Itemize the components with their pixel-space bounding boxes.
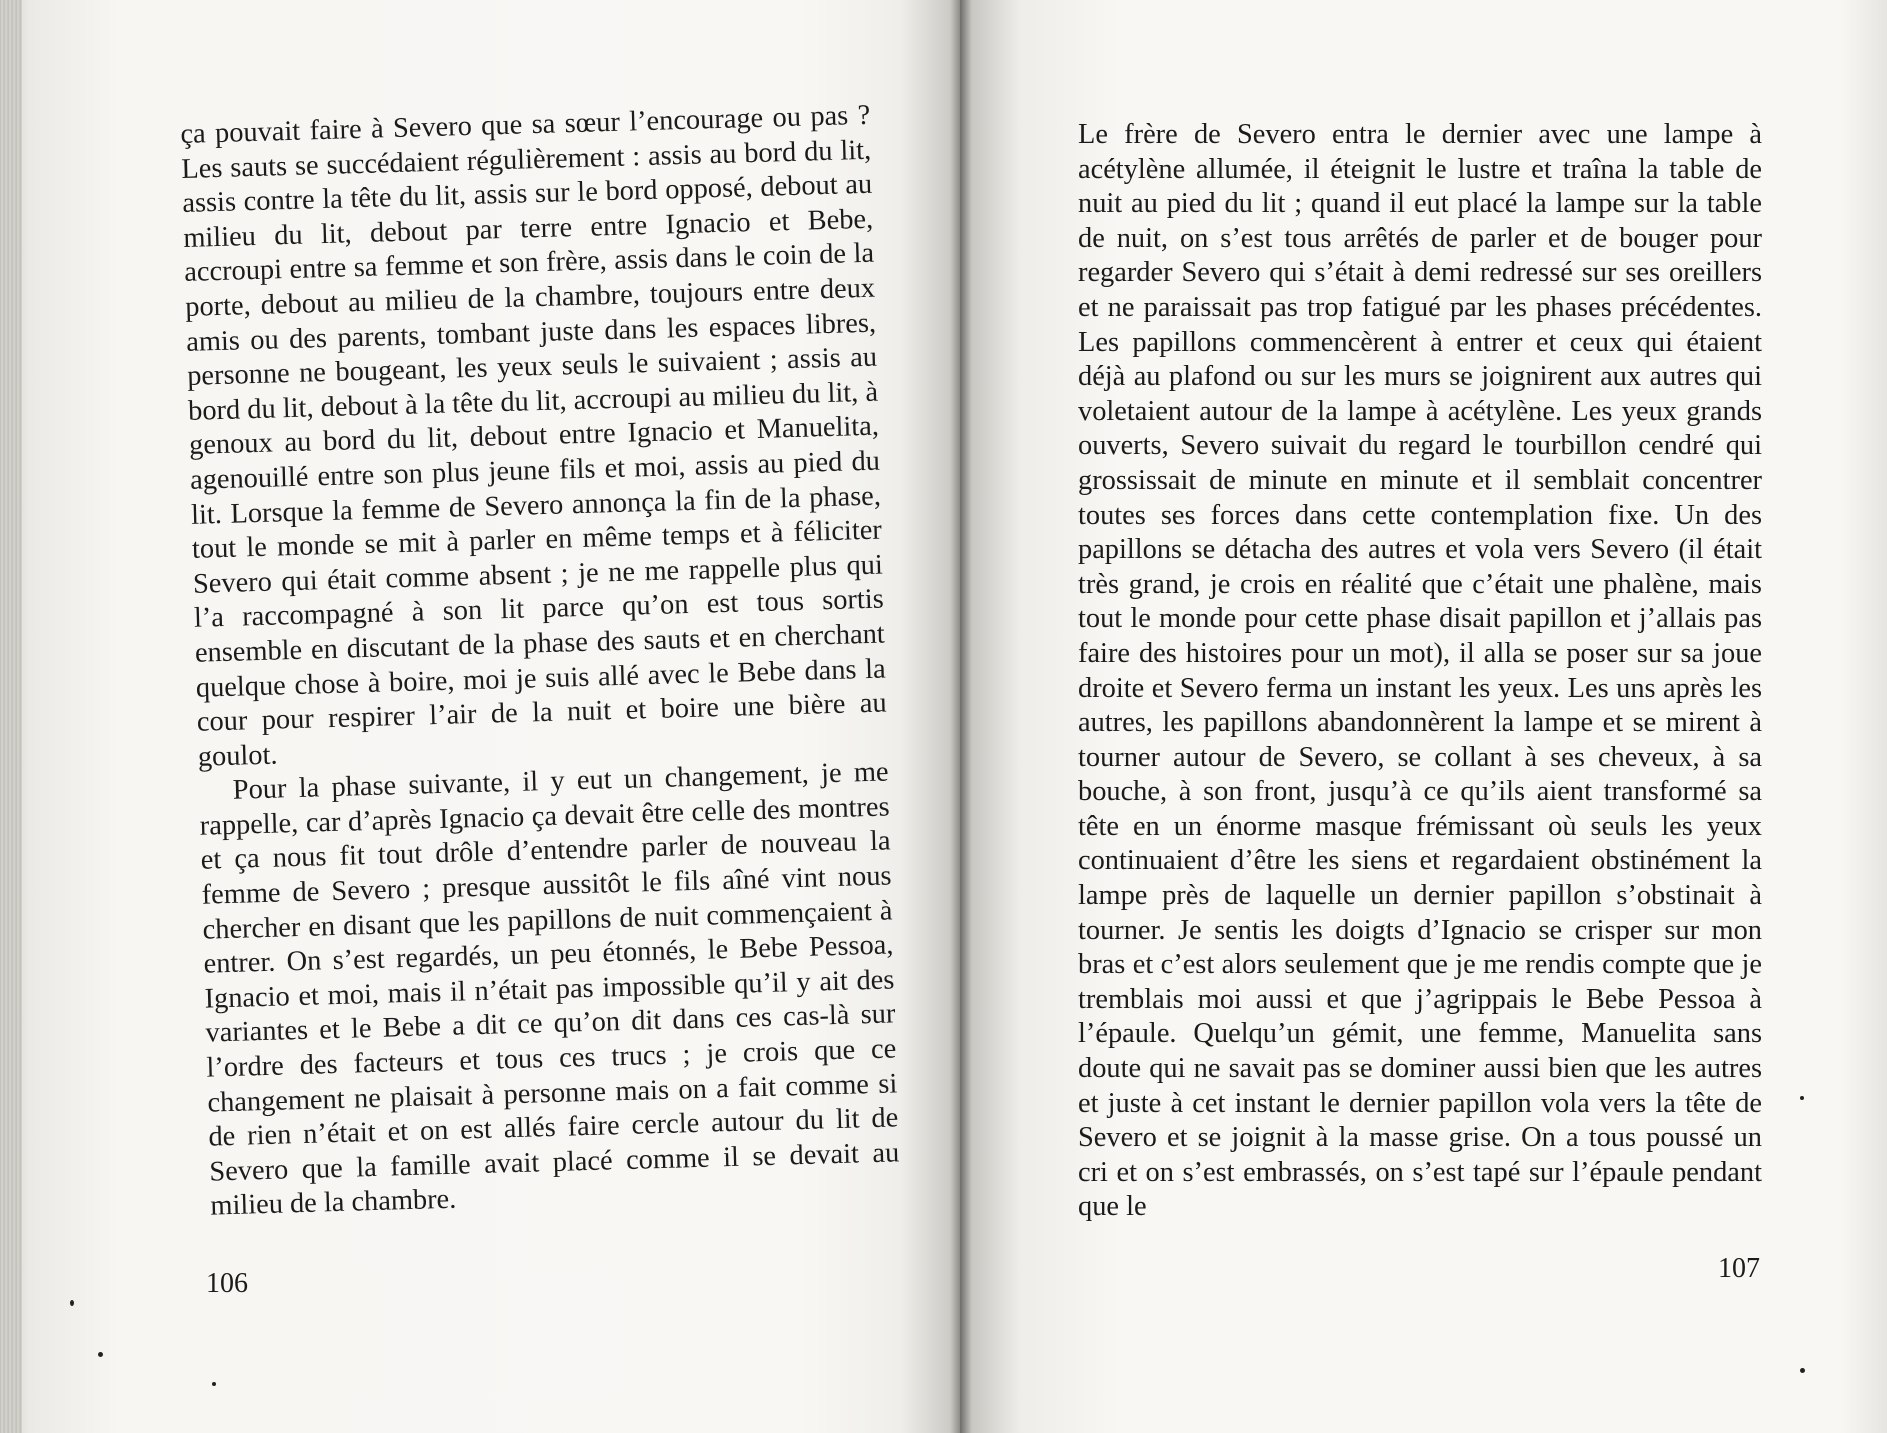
dust-speck — [212, 1382, 216, 1386]
page-edge — [0, 0, 22, 1433]
left-page-text — [180, 99, 901, 1225]
right-page — [960, 0, 1887, 1433]
paragraph: ça pouvait faire à Severo que sa sœur l’encourage ou pas ? Les sauts se succédaient régulièrement : assis au bord du lit, assis contre la tête du lit, assis sur le bord opposé, debout au milieu du lit, debout par terre entre Ignacio et Bebe, accroupi entre sa femme et son frère, assis dans le coin de la porte, debout au milieu de la chambre, toujours entre deux amis ou des parents, tombant juste dans les espaces libres, personne ne bougeant, les yeux seuls le suivaient ; assis au bord du lit, debout à la tête du lit, accroupi au milieu du lit, à genoux au bord du lit, debout entre Ignacio et Manuelita, agenouillé entre son plus jeune fils et moi, assis au pied du lit. Lorsque la femme de Severo annonça la fin de la phase, tout le monde se mit à parler en même temps et à féliciter Severo qui était comme absent ; je ne me rappelle plus qui l’a raccompagné à son lit parce qu’on est tous sortis ensemble en discutant de la phase des sauts et en cherchant quelque chose à boire, moi je suis allé avec le Bebe dans la cour pour respirer l’air de la nuit et boire une bière au goulot. — [180, 99, 888, 773]
paragraph: Le frère de Severo entra le dernier avec une lampe à acétylène allumée, il éteignit le lustre et traîna la table de nuit au pied du lit ; quand il eut placé la lampe sur la table de nuit, on s’est tous arrêtés de parler et de bouger pour regarder Severo qui s’était à demi redressé sur ses oreillers et ne paraissait pas trop fatigué par les phases précédentes. Les papillons commencèrent à entrer et ceux qui étaient déjà au plafond ou sur les murs se joignirent aux autres qui voletaient autour de la lampe à acétylène. Les yeux grands ouverts, Severo suivait du regard le tourbillon cendré qui grossissait de minute en minute et il semblait concentrer toutes ses forces dans cette contemplation fixe. Un des papillons se détacha des autres et vola vers Severo (il était très grand, je crois en réalité que c’était une phalène, mais tout le monde pour cette phase disait papillon et j’allais pas faire des histoires pour un mot), il alla se poser sur sa joue droite et Severo ferma un instant les yeux. Les uns après les autres, les papillons abandonnèrent la lampe et se mirent à tourner autour de Severo, se collant à ses cheveux, à sa bouche, à son front, jusqu’à ce qu’ils aient transformé sa tête en un énorme masque frémissant où seuls les yeux continuaient d’être les siens et regardaient obstinément la lampe près de laquelle un dernier papillon s’obstinait à tourner. Je sentis les doigts d’Ignacio se crisper sur mon bras et c’est alors seulement que je me rendis compte que je tremblais moi aussi et que j’agrippais le Bebe Pessoa à l’épaule. Quelqu’un gémit, une femme, Manuelita sans doute qui ne savait pas se dominer aussi bien que les autres et juste à cet instant le dernier papillon vola vers la tête de Severo et se joignit à la masse grise. On a tous poussé un cri et on s’est embrassés, on s’est tapé sur l’épaule pendant que le — [1078, 119, 1762, 1223]
dust-speck — [1800, 1368, 1805, 1373]
dust-speck — [98, 1352, 103, 1357]
right-page-text — [1078, 118, 1762, 1225]
paragraph: Pour la phase suivante, il y eut un changement, je me rappelle, car d’après Ignacio ça devait être celle des montres et ça nous fit tout drôle d’entendre parler de nouveau la femme de Severo ; presque aussitôt le fils aîné vint nous chercher en disant que les papillons de nuit commençaient à entrer. On s’est regardés, un peu étonnés, le Bebe Pessoa, Ignacio et moi, mais il n’était pas impossible qu’il y ait des variantes et le Bebe a dit ce qu’on dit dans ces cas-là sur l’ordre des facteurs et tous ces trucs ; je crois que ce changement ne plaisait à personne mais on a fait comme si de rien n’était et on est allés faire cercle autour du lit de Severo que la famille avait placé comme il se devait au milieu de la chambre. — [199, 756, 900, 1222]
dust-speck — [1800, 1096, 1804, 1100]
page-number: 106 — [206, 1268, 248, 1299]
page-number: 107 — [1718, 1253, 1760, 1284]
dust-speck — [70, 1300, 74, 1306]
